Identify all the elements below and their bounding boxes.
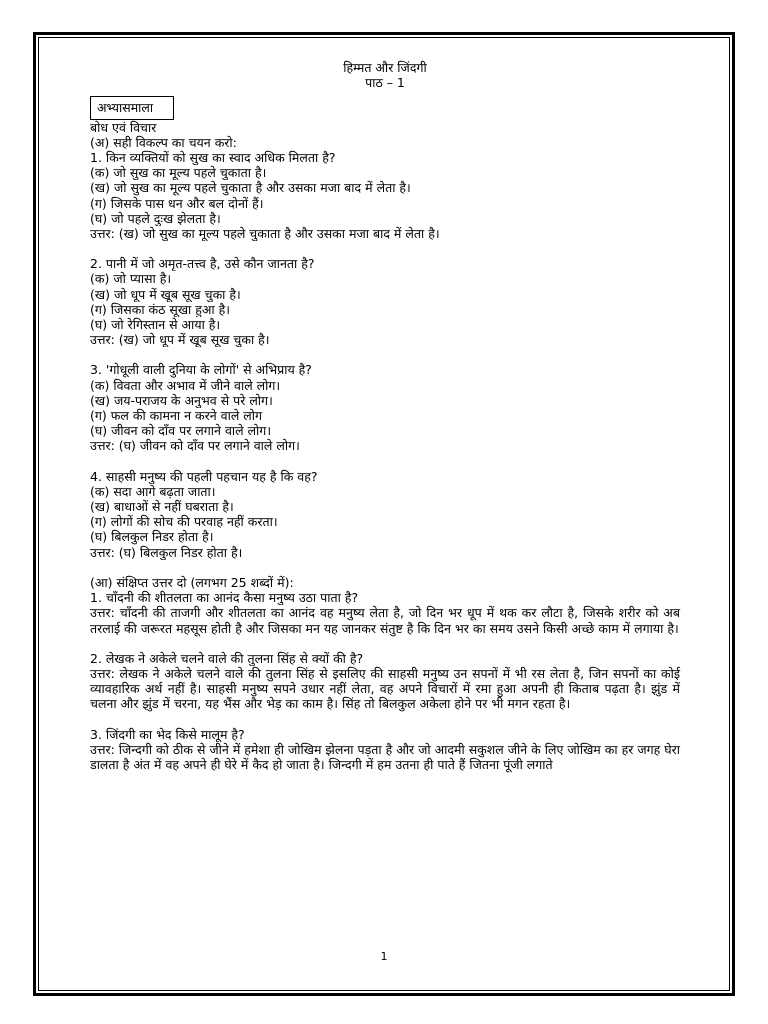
mcq-option: (क) सदा आगे बढ़ता जाता। [90,483,216,499]
mcq-block [90,256,680,347]
mcq-option: (घ) बिलकुल निडर होता है। [90,529,214,545]
section-b-heading: (आ) संक्षिप्त उत्तर दो (लगभग 25 शब्दों में): [90,574,294,590]
lesson-label: पाठ – 1 [365,75,405,91]
mcq-answer: उत्तर: (ख) जो सुख का मूल्य पहले चुकाता है और उसका मजा बाद में लेता है। [90,226,440,242]
mcq-option: (ग) लोगों की सोच की परवाह नहीं करता। [90,514,278,530]
mcq-option: (ग) जिसके पास धन और बल दोनों हैं। [90,195,264,211]
mcq-block [90,469,680,560]
mcq-option: (ख) जो सुख का मूल्य पहले चुकाता है और उसका मजा बाद में लेता है। [90,180,411,196]
short-question: 2. लेखक ने अकेले चलने वाले की तुलना सिंह से क्यों की है? [90,650,364,666]
mcq-option: (ख) जय-पराजय के अनुभव से परे लोग। [90,392,273,408]
mcq-question: 2. पानी में जो अमृत-तत्त्व है, उसे कौन जानता है? [90,256,315,272]
short-answer: उत्तर: चाँदनी की ताजगी और शीतलता का आनंद वह मनुष्य लेता है, जो दिन भर धूप में थक कर लौटा है, जिसके शरीर को अब तरलाई की जरूरत महसूस होती है और जिसका मन यह जानकर संतुष्ट है कि दिन भर का समय उसने किसी अच्छे काम में लगाया है। [90,605,680,636]
mcq-option: (ख) बाधाओं से नहीं घबराता है। [90,499,234,515]
mcq-answer: उत्तर: (घ) जीवन को दाँव पर लगाने वाले लोग। [90,438,300,454]
mcq-option: (क) विवता और अभाव में जीने वाले लोग। [90,377,281,393]
mcq-option: (क) जो सुख का मूल्य पहले चुकाता है। [90,165,267,181]
document-title: हिम्मत और जिंदगी [343,60,427,75]
mcq-option: (ग) जिसका कंठ सूखा हुआ है। [90,301,231,317]
mcq-block [90,362,680,453]
section-a-heading: बोध एवं विचार [90,119,157,135]
short-answer-block [90,590,680,636]
mcq-option: (क) जो प्यासा है। [90,271,172,287]
exercise-box: अभ्यासमाला [90,96,174,119]
short-answer: उत्तर: जिन्दगी को ठीक से जीने में हमेशा ही जोखिम झेलना पड़ता है और जो आदमी सकुशल जीने के लिए जोखिम का हर जगह घेरा डालता है अंत में वह अपने ही घेरे में कैद हो जाता है। जिन्दगी में हम उतना ही पाते हैं जितना पूंजी लगाते [90,741,680,772]
short-answer-block [90,651,680,712]
short-question: 1. चाँदनी की शीतलता का आनंद कैसा मनुष्य उठा पाता है? [90,590,359,606]
mcq-option: (घ) जो रेगिस्तान से आया है। [90,317,221,333]
mcq-answer: उत्तर: (घ) बिलकुल निडर होता है। [90,544,243,560]
mcq-option: (ख) जो धूप में खूब सूख चुका है। [90,286,241,302]
short-answer: उत्तर: लेखक ने अकेले चलने वाले की तुलना सिंह से इसलिए की साहसी मनुष्य उन सपनों में भी रस लेता है, जिन सपनों का कोई व्यावहारिक अर्थ नहीं है। साहसी मनुष्य सपने उधार नहीं लेता, वह अपने विचारों में रमा हुआ अपनी ही किताब पढ़ता है। झुंड में चलना और झुंड में चरना, यह भैंस और भेड़ का काम है। सिंह तो बिलकुल अकेला होने पर भी मगन रहता है। [90,665,680,712]
mcq-option: (घ) जीवन को दाँव पर लगाने वाले लोग। [90,423,272,439]
mcq-question: 1. किन व्यक्तियों को सुख का स्वाद अधिक मिलता है? [90,150,336,166]
mcq-answer: उत्तर: (ख) जो धूप में खूब सूख चुका है। [90,332,270,348]
mcq-question: 4. साहसी मनुष्य की पहली पहचान यह है कि वह? [90,468,318,484]
short-question: 3. जिंदगी का भेद किसे मालूम है? [90,726,245,742]
mcq-option: (घ) जो पहले दुःख झेलता है। [90,210,221,226]
section-a-subheading: (अ) सही विकल्प का चयन करो: [90,134,237,150]
document-body [90,60,680,772]
mcq-option: (ग) फल की कामना न करने वाले लोग [90,408,263,424]
mcq-question: 3. 'गोधूली वाली दुनिया के लोगों' से अभिप्राय है? [90,362,312,378]
short-answer-block [90,727,680,773]
mcq-block [90,150,680,241]
page-number: 1 [380,950,388,963]
